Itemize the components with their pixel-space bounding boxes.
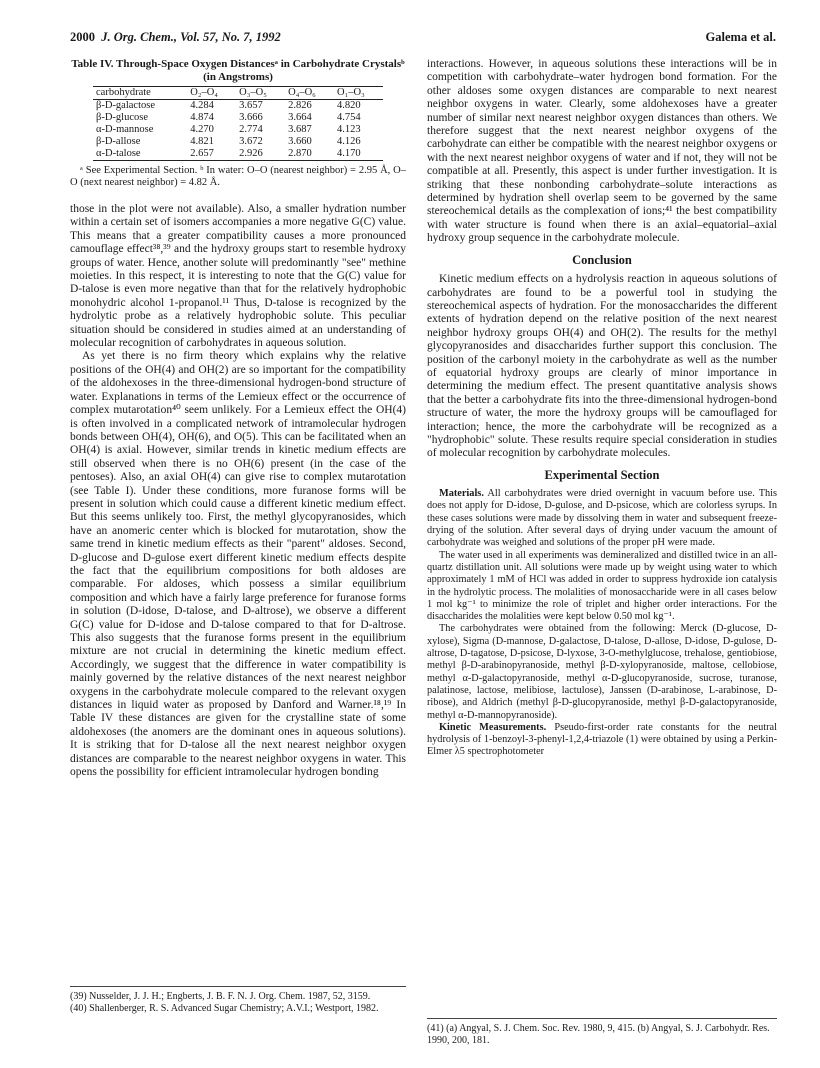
footnotes-right — [427, 1018, 777, 1046]
table-cell: 2.826 — [288, 100, 312, 111]
footnotes-left — [70, 986, 406, 1014]
table-cell: α-D-mannose — [96, 124, 154, 135]
body-paragraph: those in the plot were not available). Also, a smaller hydration number within a certain set of isomers accompanies a more negative G(C) value. This means that a greater compatibility causes a more pronounced camouflage effect³⁸,³⁹ and the hydroxy groups start to resemble hydroxy groups of water. Hence, another solute will predominantly "see" methine moieties. In this respect, it is interesting to note that the G(C) value for D-talose is even more negative than that for the relatively hydrophobic monohydric alcohol 1-propanol.¹¹ Thus, D-talose is recognized by the hydrolytic probe as a relatively hydrophobic solute. This peculiar situation should be considered in studies aimed at an understanding of molecular recognition of carbohydrates in aqueous solution. — [70, 203, 406, 350]
table-col-header: O₁–O₃ — [334, 87, 383, 100]
table-cell: β-D-glucose — [96, 112, 148, 123]
table-footnote: ᵃ See Experimental Section. ᵇ In water: O–O (nearest neighbor) = 2.95 Å, O–O (next nearest neighbor) = 4.82 Å. — [70, 165, 406, 188]
table-cell: 3.666 — [239, 112, 263, 123]
reference-39: (39) Nusselder, J. J. H.; Engberts, J. B. F. N. J. Org. Chem. 1987, 52, 3159. — [70, 991, 371, 1002]
table-cell: 4.821 — [190, 136, 214, 147]
table-cell: 3.657 — [239, 100, 263, 111]
table-cell: 4.754 — [337, 112, 361, 123]
section-heading-conclusion: Conclusion — [572, 252, 632, 267]
distance-table — [93, 86, 383, 161]
body-paragraph: The carbohydrates were obtained from the following: Merck (D-glucose, D-xylose), Sigma (D-mannose, D-galactose, D-talose, D-allose, D-idose, D-gulose, D-altrose, D-tagatose, D-psicose, D-lyxose, 3-O-methylglucose, trehalose, gentiobiose, methyl β-D-arabinopyranoside, methyl β-D-xylopyranoside, maltose, cellobiose, methyl α-D-galactopyranoside, methyl α-D-glucopyranoside, sucrose, turanose, palatinose, lactose, melibiose, lactulose), Janssen (D-arabinose, L-arabinose, D-ribose), and Aldrich (methyl β-D-glucopyranoside, methyl β-D-galactopyranoside, methyl α-D-mannopyranoside). — [427, 623, 777, 721]
table-cell: 2.926 — [236, 148, 285, 161]
table-cell: β-D-galactose — [96, 100, 155, 111]
table-row — [93, 100, 383, 113]
table-cell: 3.672 — [239, 136, 263, 147]
table-row — [93, 124, 383, 136]
table-row — [93, 148, 383, 161]
header-authors: Galema et al. — [705, 30, 776, 44]
table-col-header: O₂–O₄ — [187, 87, 236, 100]
body-paragraph: Kinetic medium effects on a hydrolysis reaction in aqueous solutions of carbohydrates are found to be a powerful tool in studying the stereochemical aspects of hydration. For the monosaccharides the different extents of hydration depend on the relative position of the next nearest neighbor hydroxy groups OH(4) and OH(2). The results for the methyl glycopyranosides and disaccharides further support this conclusion. The position of the carbonyl moiety in the carbohydrate as well as the number of equatorial hydroxy groups are clearly of minor importance in determining the medium effect. The present quantitative analysis shows that the better a carbohydrate fits into the three-dimensional hydrogen-bond structure of water, the more the hydroxy groups will be camouflaged for interaction; hence, the more the carbohydrate will be recognized as a "hydrophobic" solute. These results require special consideration in studies of molecular recognition by carbohydrate molecules. — [427, 273, 777, 460]
table-cell: 2.774 — [239, 124, 263, 135]
table-cell: 3.660 — [288, 136, 312, 147]
body-paragraph: The water used in all experiments was demineralized and distilled twice in an all-quartz distillation unit. All solutions were made up by weight using water to which approximately 1 mM of HCl was added in order to suppress hydroxide ion catalysis in the hydrolytic process. The molalities of monosaccharide were in all cases below 1 mol kg⁻¹ to minimize the role of triplet and higher order interactions. For the disaccharides the molalities were kept below 0.50 mol kg⁻¹. — [427, 549, 777, 623]
table-caption: Table IV. Through-Space Oxygen Distancesᵃ in Carbohydrate Crystalsᵇ (in Angstroms) — [71, 58, 405, 83]
kinetic-paragraph — [427, 722, 777, 759]
run-in-heading: Kinetic Measurements. — [439, 721, 547, 733]
section-heading-experimental: Experimental Section — [544, 467, 660, 482]
table-cell: 3.687 — [288, 124, 312, 135]
table-cell: 4.123 — [337, 124, 361, 135]
table-cell: 4.874 — [190, 112, 214, 123]
table-col-header: O₃–O₅ — [236, 87, 285, 100]
left-column — [70, 58, 406, 779]
paragraph-text: All carbohydrates were dried overnight in vacuum before use. This does not apply for D-idose, D-gulose, and D-psicose, which are colorless syrups. In these cases solutions were made by dissolving them in water and subsequent freeze-drying of the solution. After several days of drying under vacuum the amount of carbohydrate was weighed and solutions of the proper pH were made. — [427, 488, 777, 549]
table-cell: α-D-talose — [93, 148, 187, 161]
table-cell: β-D-allose — [96, 136, 141, 147]
header-left — [70, 30, 281, 45]
reference-40: (40) Shallenberger, R. S. Advanced Sugar Chemistry; A.V.I.; Westport, 1982. — [70, 1002, 379, 1014]
journal-citation: J. Org. Chem., Vol. 57, No. 7, 1992 — [101, 30, 281, 44]
run-in-heading: Materials. — [439, 488, 484, 500]
reference-41: (41) (a) Angyal, S. J. Chem. Soc. Rev. 1980, 9, 415. (b) Angyal, S. J. Carbohydr. Res. 1990, 200, 181. — [427, 1023, 770, 1046]
paragraph-text: Pseudo-first-order rate constants for the neutral hydrolysis of 1-benzoyl-3-phenyl-1,2,4-triazole (1) were obtained by using a Perkin-Elmer λ5 spectrophotometer — [427, 721, 777, 758]
table-header-row — [93, 87, 383, 100]
running-header — [70, 30, 776, 46]
table-row — [93, 136, 383, 148]
table-cell: 4.126 — [337, 136, 361, 147]
table-cell: 4.284 — [190, 100, 214, 111]
page-number: 2000 — [70, 30, 95, 44]
body-paragraph: interactions. However, in aqueous solutions these interactions will be in competition with carbohydrate–water hydrogen bond formation. For the other aldoses some oxygen distances are comparable to next nearest neighbor oxygens in water. Clearly, some aldohexoses have a greater number of similar next nearest neighbor oxygen distances than others. We therefore suggest that the next nearest neighbor oxygens of the carbohydrate can either be compatible with the nearest neighbor oxygens or with the next nearest neighbor oxygens of water and if not, they will not be compatible at all. Presently, this aspect is under further investigation. It is striking that these nonbonding carbohydrate–solute interactions as determined by hydration shell overlap seem to be governed by the same stereochemical details as the complexation of ions;⁴¹ the best compatibility with water structure is found when there is an axial–equatorial–axial hydroxy group sequence in the carbohydrate molecule. — [427, 58, 777, 245]
body-paragraph: As yet there is no firm theory which explains why the relative positions of the OH(4) and OH(2) are so important for the compatibility of the aldohexoses in the three-dimensional hydrogen-bond structure of water. Explanations in terms of the Lemieux effect or the occurrence of complex mutarotation⁴⁰ seem unlikely. For a Lemieux effect the OH(4) is often involved in a complicated network of intramolecular hydrogen bonds between OH(4), OH(6), and O(5). This can be facilitated when an OH(4) is axial. However, similar trends in kinetic medium effects are still observed when there is no OH(6) present (in the case of the pentoses). Also, an axial OH(4) can give rise to complex mutarotation (see Table I). Under these conditions, more furanose forms will be present in solution which could cause a different kinetic medium effect. But this seems unlikely too. First, the methyl glycopyranosides, which have an anomeric center which is blocked for mutarotation, show the same trend in kinetic medium effects as their "parent" aldoses. Second, D-glucose and D-gulose exert different kinetic medium effects despite the fact that the equilibrium compositions for both aldoses are comparable. For aldoses, which possess a similar equilibrium composition and which have a fairly large preference for furanose forms in solution (D-idose, D-talose, and D-altrose), we observe a different G(C) value for D-idose and D-talose compared to that for D-altrose. This also suggests that the furanose forms present in the equilibrium mixture are not crucial in determining the kinetic medium effect. Accordingly, we suggest that the difference in water compatibility is mainly governed by the relative distances of the next nearest neighbor oxygens in the carbohydrate molecule compared to the relevant oxygen distances in liquid water as proposed by Danford and Warner.¹⁸,¹⁹ In Table IV these distances are given for the crystalline state of some aldohexoses (the anomers are the dominant ones in aqueous solutions). It is striking that for D-talose all the next nearest neighbor oxygen distances are comparable to the nearest neighbor oxygens in water. This opens the possibility for efficient intramolecular hydrogen bonding — [70, 350, 406, 779]
right-column — [427, 58, 777, 759]
table-row — [93, 112, 383, 124]
table-cell: 2.657 — [187, 148, 236, 161]
table-cell: 4.820 — [337, 100, 361, 111]
table-col-header: carbohydrate — [93, 87, 187, 100]
table-cell: 3.664 — [288, 112, 312, 123]
table-cell: 4.270 — [190, 124, 214, 135]
table-col-header: O₄–O₆ — [285, 87, 334, 100]
table-cell: 4.170 — [334, 148, 383, 161]
table-cell: 2.870 — [285, 148, 334, 161]
materials-paragraph — [427, 488, 777, 549]
